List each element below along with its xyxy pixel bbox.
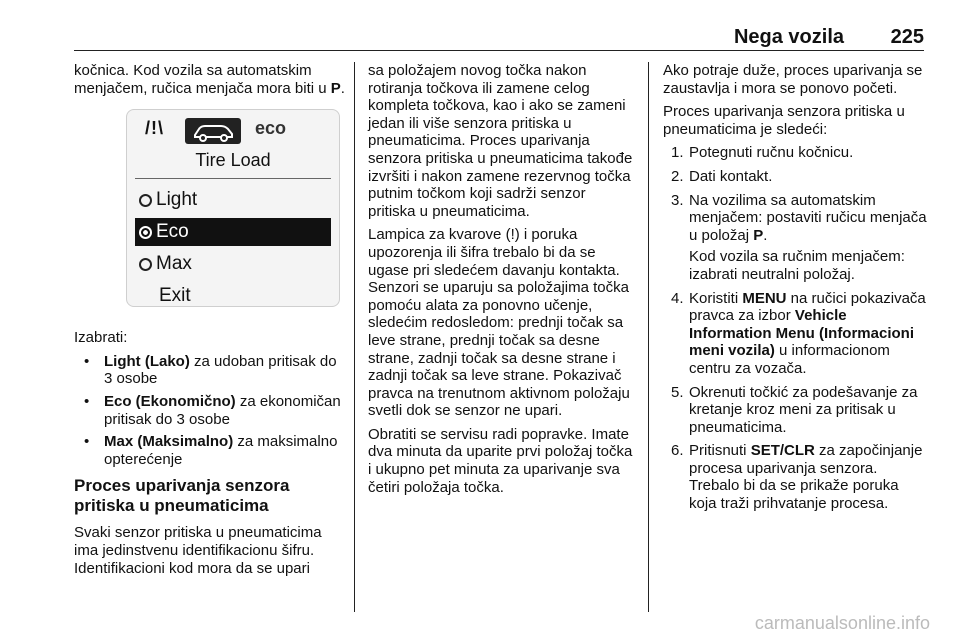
option-light: Light <box>139 186 197 214</box>
eco-label: eco <box>255 118 287 139</box>
paragraph: sa položajem novog točka nakon rotiranja točkova ili zamene celog kompleta točkova, kao i ako se zameni jedan ili više senzora pritiska u pneumaticima. Proces uparivanja senzora pritiska u pneumaticima takođe izvršiti i nakon zamene rezervnog točka putnim točkom koji sadrži senzor pritiska u pneumaticima. <box>368 62 633 220</box>
section-title: Nega vozila <box>733 26 844 48</box>
display-title: Tire Load <box>195 150 271 171</box>
watermark: carmanualsonline.info <box>754 613 930 633</box>
option-exit: Exit <box>159 285 191 307</box>
steps-list <box>663 144 929 512</box>
choose-label: Izabrati: <box>74 329 128 347</box>
option-max: Max <box>139 250 192 278</box>
section-heading: Proces uparivanja senzora pritiska u pneumaticima <box>74 476 290 516</box>
column-2 <box>368 62 634 502</box>
list-item: 5. Okrenuti točkić za podešavanje za kretanje kroz meni za pritisak u pneumaticima. <box>671 383 918 436</box>
list-item: 2. Dati kontakt. <box>671 167 773 185</box>
option-eco-selected: Eco <box>135 218 331 246</box>
radio-icon <box>139 194 152 207</box>
lights-warning-icon: /!\ <box>145 118 164 139</box>
column-divider <box>354 62 355 612</box>
column-divider <box>648 62 649 612</box>
radio-icon <box>139 258 152 271</box>
list-item: • Light (Lako) za udoban pritisak do 3 osobe <box>74 353 346 388</box>
options-list <box>74 353 346 469</box>
list-item: 3. Na vozilima sa automatskim menjačem: postaviti ručicu menjača u položaj P. Kod vozila sa ručnim menjačem: izabrati neutralni položaj. <box>671 191 927 283</box>
list-item: • Eco (Ekonomično) za ekonomičan pritisak do 3 osobe <box>74 393 346 428</box>
car-icon <box>185 118 241 144</box>
list-item: • Max (Maksimalno) za maksimalno opterećenje <box>74 433 346 468</box>
page-header <box>74 24 924 51</box>
list-item: 4. Koristiti MENU na ručici pokazivača pravca za izbor Vehicle Information Menu (Informacioni meni vozila) u informacionom centru za vozača. <box>671 289 926 377</box>
display-divider <box>135 178 331 179</box>
paragraph: Lampica za kvarove (!) i poruka upozorenja ili šifra trebalo bi da se ugase pri sledećem davanju kontakta. Senzori se uparuju sa položajima točka pomoću alata za ponovno učenje, sledećim redosledom: prednji točak sa leve strane, prednji točak sa desne strane, zadnji točak sa desne strane i zadnji točak sa leve strane. Pokazivač pravca na trenutnom aktivnom položaju svetli dok se senzor ne upari. <box>368 226 630 420</box>
radio-selected-icon <box>139 226 152 239</box>
list-item: 1. Potegnuti ručnu kočnicu. <box>671 144 854 162</box>
paragraph: Proces uparivanja senzora pritiska u pneumaticima je sledeći: <box>663 103 905 138</box>
column-3 <box>663 62 929 519</box>
column-1 <box>74 62 346 583</box>
intro-paragraph: kočnica. Kod vozila sa automatskim menjačem, ručica menjača mora biti u P. <box>74 62 345 97</box>
tpms-warning-icon: (!) <box>505 226 520 244</box>
tire-load-display-illustration <box>126 109 340 307</box>
paragraph: Obratiti se servisu radi popravke. Imate dva minuta da uparite prvi položaj točka i ukupno pet minuta za uparivanje sva četiri položaja točka. <box>368 425 633 496</box>
paragraph: Svaki senzor pritiska u pneumaticima ima jedinstvenu identifikacionu šifru. Identifikacioni kod mora da se upari <box>74 524 322 577</box>
page-number: 225 <box>890 26 924 48</box>
paragraph: Ako potraje duže, proces uparivanja se zaustavlja i mora se ponovo početi. <box>663 62 923 97</box>
display-icon-row <box>135 118 331 146</box>
list-item: 6. Pritisnuti SET/CLR za započinjanje procesa uparivanja senzora. Trebalo bi da se prikaže poruka koja traži prihvatanje procesa. <box>671 442 923 513</box>
